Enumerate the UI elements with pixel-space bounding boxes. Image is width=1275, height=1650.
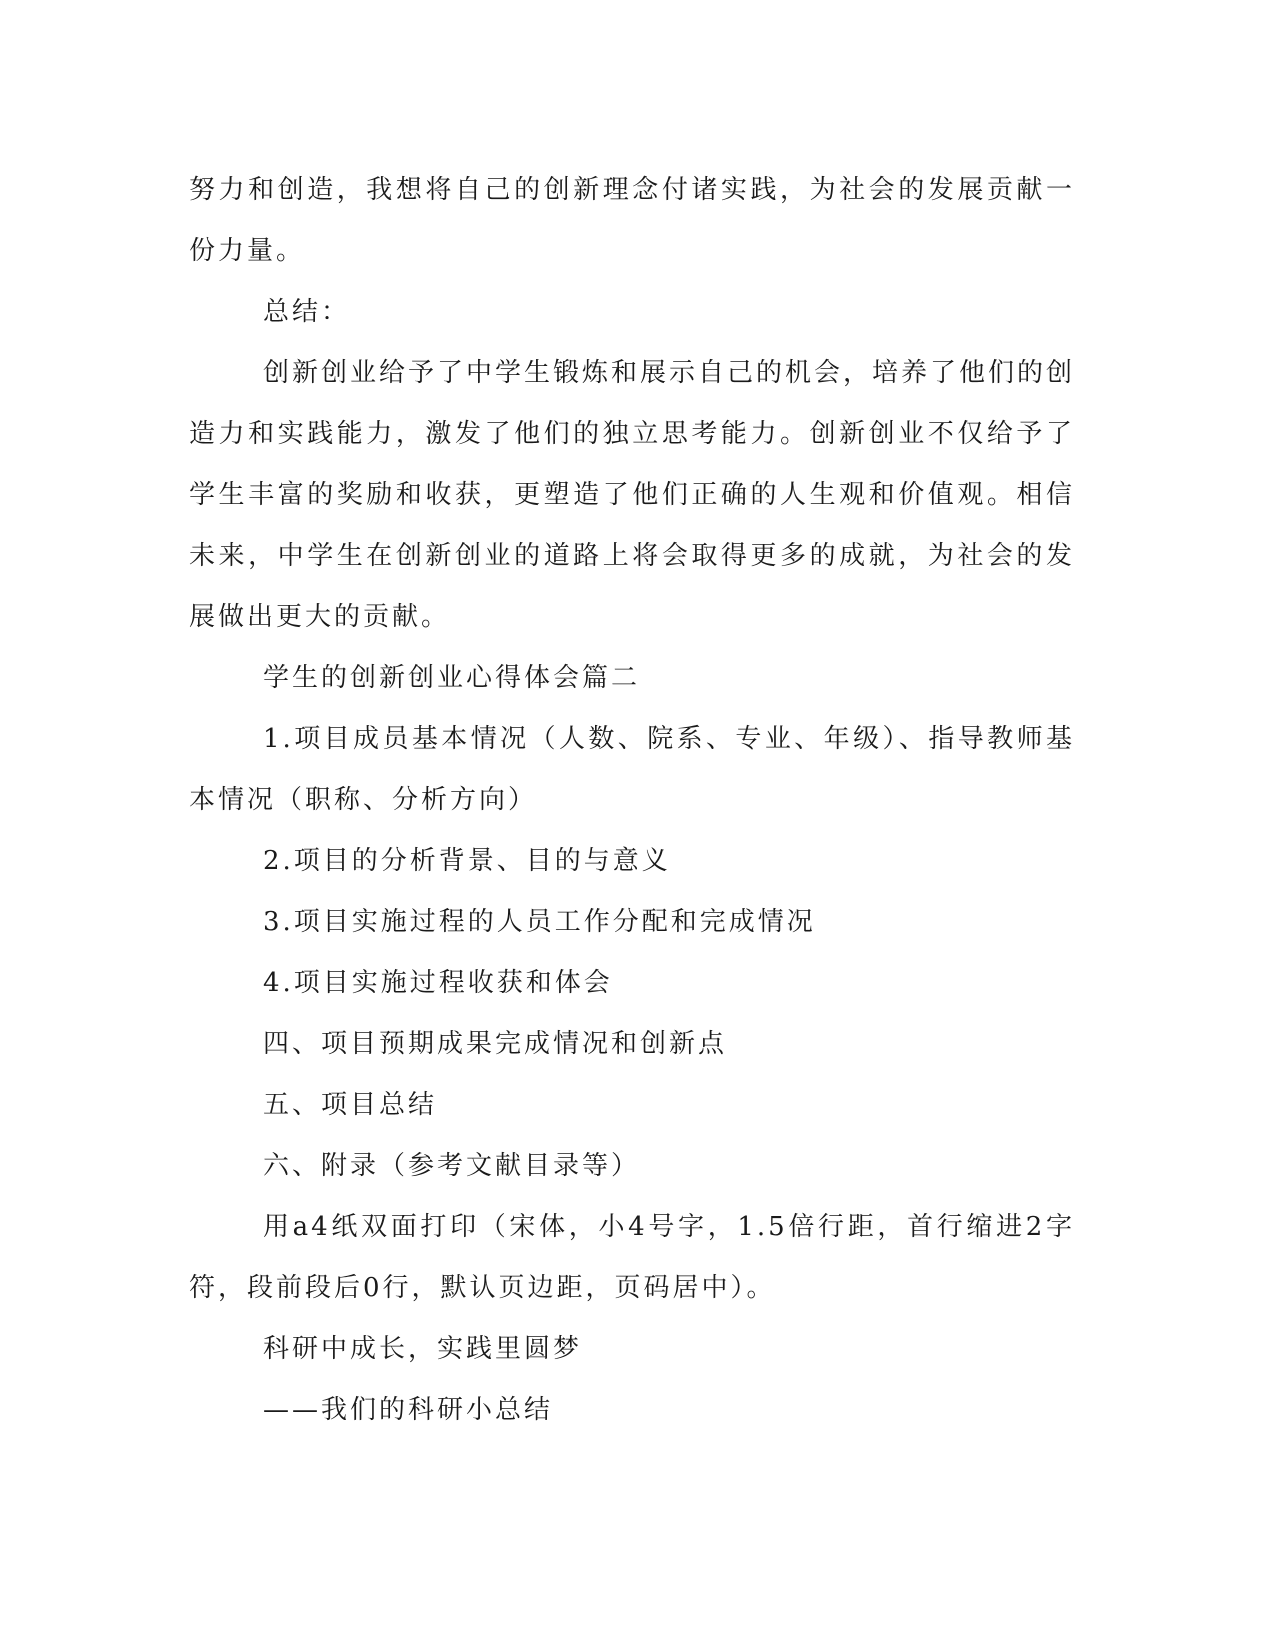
list-item-3: 3.项目实施过程的人员工作分配和完成情况 [263,907,816,937]
list-item-4: 4.项目实施过程收获和体会 [263,968,613,998]
heading-five: 五、项目总结 [263,1090,438,1120]
subtitle: 科研中成长，实践里圆梦 [263,1334,583,1364]
section-title: 学生的创新创业心得体会篇二 [263,663,641,693]
heading-four: 四、项目预期成果完成情况和创新点 [263,1029,728,1059]
document-body [189,160,1075,1441]
summary-paragraph: 创新创业给予了中学生锻炼和展示自己的机会，培养了他们的创造力和实践能力，激发了他们的独立思考能力。创新创业不仅给予了学生丰富的奖励和收获，更塑造了他们正确的人生观和价值观。相信未来，中学生在创新创业的道路上将会取得更多的成就，为社会的发展做出更大的贡献。 [189,358,1076,632]
list-item-2: 2.项目的分析背景、目的与意义 [263,846,671,876]
list-item-1: 1.项目成员基本情况（人数、院系、专业、年级）、指导教师基本情况（职称、分析方向） [189,724,1075,815]
paragraph-continuation: 努力和创造，我想将自己的创新理念付诸实践，为社会的发展贡献一份力量。 [189,175,1075,266]
heading-six: 六、附录（参考文献目录等） [263,1151,641,1181]
summary-heading: 总结： [263,297,351,327]
format-note: 用a4纸双面打印（宋体，小4号字，1.5倍行距，首行缩进2字符，段前段后0行，默认页边距，页码居中）。 [189,1212,1075,1303]
subtitle-dash-line: ——我们的科研小总结 [263,1395,554,1425]
